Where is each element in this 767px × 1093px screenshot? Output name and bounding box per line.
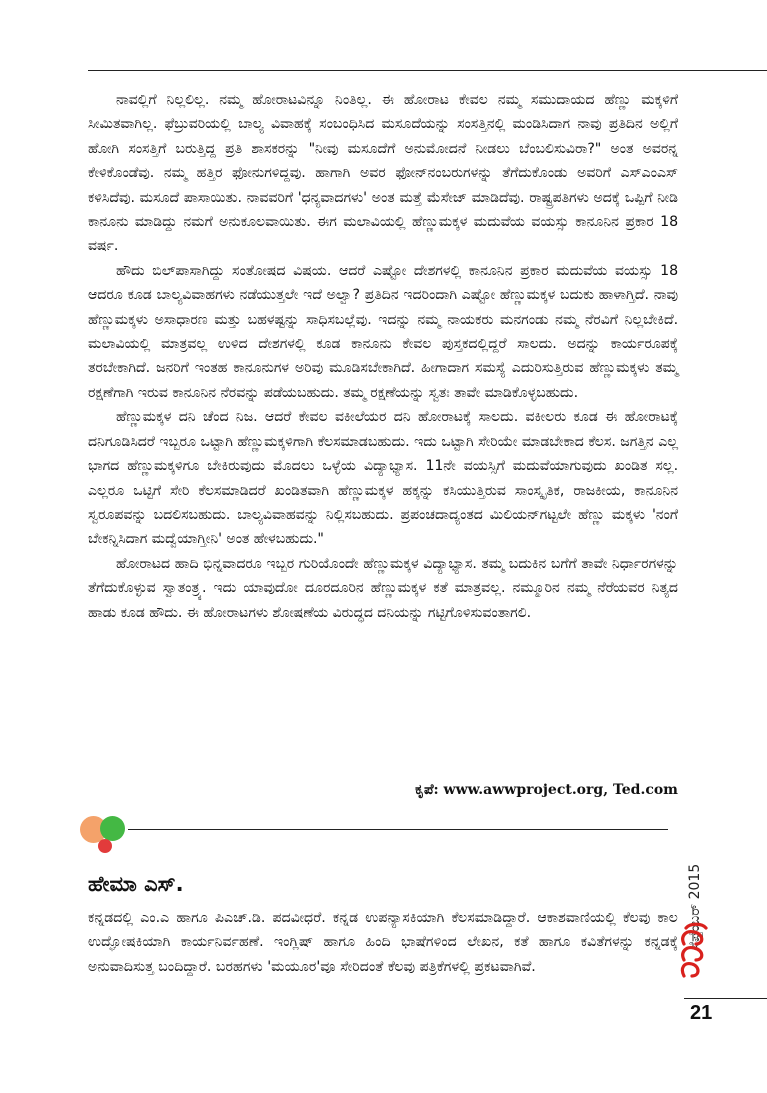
author-name: ಹೇಮಾ ಎಸ್. [88, 872, 184, 896]
article-paragraph: ಹೋರಾಟದ ಹಾದಿ ಭಿನ್ನವಾದರೂ ಇಬ್ಬರ ಗುರಿಯೊಂದೇ ಹೆಣ್ಣುಮಕ್ಕಳ ವಿದ್ಯಾಭ್ಯಾಸ. ತಮ್ಮ ಬದುಕಿನ ಬಗೆಗೆ ತಾವೇ ನಿರ್ಧಾರಗಳನ್ನು ತೆಗೆದುಕೊಳ್ಳುವ ಸ್ವಾತಂತ್ರ್ಯ. ಇದು ಯಾವುದೋ ದೂರದೂರಿನ ಹೆಣ್ಣುಮಕ್ಕಳ ಕತೆ ಮಾತ್ರವಲ್ಲ. ನಮ್ಮೂರಿನ ನಮ್ಮ ನೆರೆಯವರ ನಿತ್ಯದ ಹಾಡು ಕೂಡ ಹೌದು. ಈ ಹೋರಾಟಗಳು ಶೋಷಣೆಯ ವಿರುದ್ಧದ ದನಿಯನ್ನು ಗಟ್ಟಿಗೊಳಿಸುವಂತಾಗಲಿ. [88, 555, 678, 621]
article-body [88, 88, 678, 625]
article-paragraph: ಹೌದು ಬಿಲ್‌ಪಾಸಾಗಿದ್ದು ಸಂತೋಷದ ವಿಷಯ. ಆದರೆ ಎಷ್ಟೋ ದೇಶಗಳಲ್ಲಿ ಕಾನೂನಿನ ಪ್ರಕಾರ ಮದುವೆಯ ವಯಸ್ಸು 18 ಆದರೂ ಕೂಡ ಬಾಲ್ಯವಿವಾಹಗಳು ನಡೆಯುತ್ತಲೇ ಇದೆ ಅಲ್ವಾ? ಪ್ರತಿದಿನ ಇದರಿಂದಾಗಿ ಎಷ್ಟೋ ಹೆಣ್ಣುಮಕ್ಕಳ ಬದುಕು ಹಾಳಾಗ್ತಿದೆ. ನಾವು ಹೆಣ್ಣುಮಕ್ಕಳು ಅಸಾಧಾರಣ ಮತ್ತು ಬಹಳಷ್ಟನ್ನು ಸಾಧಿಸಬಲ್ಲೆವು. ಇದನ್ನು ನಮ್ಮ ನಾಯಕರು ಮನಗಂಡು ನಮ್ಮ ನೆರವಿಗೆ ನಿಲ್ಲಬೇಕಿದೆ. ಮಲಾವಿಯಲ್ಲಿ ಮಾತ್ರವಲ್ಲ ಉಳಿದ ದೇಶಗಳಲ್ಲಿ ಕೂಡ ಕಾನೂನು ಕೇವಲ ಪುಸ್ತಕದಲ್ಲಿದ್ದರೆ ಸಾಲದು. ಅದನ್ನು ಕಾರ್ಯರೂಪಕ್ಕೆ ತರಬೇಕಾಗಿದೆ. ಜನರಿಗೆ ಇಂತಹ ಕಾನೂನುಗಳ ಅರಿವು ಮೂಡಿಸಬೇಕಾಗಿದೆ. ಹೀಗಾದಾಗ ಸಮಸ್ಯೆ ಎದುರಿಸುತ್ತಿರುವ ಹೆಣ್ಣುಮಕ್ಕಳು ತಮ್ಮ ರಕ್ಷಣೆಗಾಗಿ ಇರುವ ಕಾನೂನಿನ ನೆರವನ್ನು ಪಡೆಯಬಹುದು. ತಮ್ಮ ರಕ್ಷಣೆಯನ್ನು ಸ್ವತಃ ತಾವೇ ಮಾಡಿಕೊಳ್ಳಬಹುದು. [88, 262, 678, 401]
page-number-rule [684, 998, 767, 999]
source-credit: ಕೃಪೆ: www.awwproject.org, Ted.com [415, 782, 678, 798]
decorative-dots-icon [80, 812, 130, 857]
article-paragraph: ನಾವಲ್ಲಿಗೆ ನಿಲ್ಲಲಿಲ್ಲ. ನಮ್ಮ ಹೋರಾಟವಿನ್ನೂ ನಿಂತಿಲ್ಲ. ಈ ಹೋರಾಟ ಕೇವಲ ನಮ್ಮ ಸಮುದಾಯದ ಹೆಣ್ಣು ಮಕ್ಕಳಿಗೆ ಸೀಮಿತವಾಗಿಲ್ಲ. ಫೆಬ್ರುವರಿಯಲ್ಲಿ ಬಾಲ್ಯ ವಿವಾಹಕ್ಕೆ ಸಂಬಂಧಿಸಿದ ಮಸೂದೆಯನ್ನು ಸಂಸತ್ತಿನಲ್ಲಿ ಮಂಡಿಸಿದಾಗ ನಾವು ಪ್ರತಿದಿನ ಅಲ್ಲಿಗೆ ಹೋಗಿ ಸಂಸತ್ತಿಗೆ ಬರುತ್ತಿದ್ದ ಪ್ರತಿ ಶಾಸಕರನ್ನು "ನೀವು ಮಸೂದೆಗೆ ಅನುಮೋದನೆ ನೀಡಲು ಬೆಂಬಲಿಸುವಿರಾ?" ಅಂತ ಅವರನ್ನ ಕೇಳಿಕೊಂಡೆವು. ನಮ್ಮ ಹತ್ತಿರ ಫೋನುಗಳಿದ್ದವು. ಹಾಗಾಗಿ ಅವರ ಫೋನ್‌ನಂಬರುಗಳನ್ನು ತೆಗೆದುಕೊಂಡು ಅವರಿಗೆ ಎಸ್‌ಎಂಎಸ್ ಕಳಿಸಿದೆವು. ಮಸೂದೆ ಪಾಸಾಯಿತು. ನಾವವರಿಗೆ 'ಧನ್ಯವಾದಗಳು' ಅಂತ ಮತ್ತೆ ಮೆಸೇಜ್ ಮಾಡಿದೆವು. ರಾಷ್ಟ್ರಪತಿಗಳು ಅದಕ್ಕೆ ಒಪ್ಪಿಗೆ ನೀಡಿ ಕಾನೂನು ಮಾಡಿದ್ದು ನಮಗೆ ಅನುಕೂಲವಾಯಿತು. ಈಗ ಮಲಾವಿಯಲ್ಲಿ ಹೆಣ್ಣುಮಕ್ಕಳ ಮದುವೆಯ ವಯಸ್ಸು ಕಾನೂನಿನ ಪ್ರಕಾರ 18 ವರ್ಷ. [88, 92, 678, 255]
author-bio: ಕನ್ನಡದಲ್ಲಿ ಎಂ.ಎ ಹಾಗೂ ಪಿಎಚ್.ಡಿ. ಪದವೀಧರೆ. ಕನ್ನಡ ಉಪನ್ಯಾಸಕಿಯಾಗಿ ಕೆಲಸಮಾಡಿದ್ದಾರೆ. ಆಕಾಶವಾಣಿಯಲ್ಲಿ ಕೆಲವು ಕಾಲ ಉದ್ಘೋಷಕಿಯಾಗಿ ಕಾರ್ಯನಿರ್ವಹಣೆ. ಇಂಗ್ಲಿಷ್ ಹಾಗೂ ಹಿಂದಿ ಭಾಷೆಗಳಿಂದ ಲೇಖನ, ಕತೆ ಹಾಗೂ ಕವಿತೆಗಳನ್ನು ಕನ್ನಡಕ್ಕೆ ಅನುವಾದಿಸುತ್ತ ಬಂದಿದ್ದಾರೆ. ಬರಹಗಳು 'ಮಯೂರ'ವೂ ಸೇರಿದಂತೆ ಕೆಲವು ಪತ್ರಿಕೆಗಳಲ್ಲಿ ಪ್ರಕಟವಾಗಿವೆ. [88, 910, 678, 975]
mayura-logo-icon [678, 920, 714, 980]
page-number: 21 [690, 1002, 713, 1024]
red-dot-icon [98, 839, 112, 853]
issue-date: ಸೆಪ್ಟೆಂಬರ್ 2015 [687, 863, 703, 950]
section-divider [128, 829, 668, 830]
article-paragraph: ಹೆಣ್ಣುಮಕ್ಕಳ ದನಿ ಚೆಂದ ನಿಜ. ಆದರೆ ಕೇವಲ ವಕೀಲೆಯರ ದನಿ ಹೋರಾಟಕ್ಕೆ ಸಾಲದು. ವಕೀಲರು ಕೂಡ ಈ ಹೋರಾಟಕ್ಕೆ ದನಿಗೂಡಿಸಿದರೆ ಇಬ್ಬರೂ ಒಟ್ಟಾಗಿ ಹೆಣ್ಣುಮಕ್ಕಳಿಗಾಗಿ ಕೆಲಸಮಾಡಬಹುದು. ಇದು ಒಟ್ಟಾಗಿ ಸೇರಿಯೇ ಮಾಡಬೇಕಾದ ಕೆಲಸ. ಜಗತ್ತಿನ ಎಲ್ಲ ಭಾಗದ ಹೆಣ್ಣುಮಕ್ಕಳಿಗೂ ಬೇಕಿರುವುದು ಮೊದಲು ಒಳ್ಳೆಯ ವಿದ್ಯಾಭ್ಯಾಸ. 11ನೇ ವಯಸ್ಸಿಗೆ ಮದುವೆಯಾಗುವುದು ಖಂಡಿತ ಸಲ್ಲ. ಎಲ್ಲರೂ ಒಟ್ಟಿಗೆ ಸೇರಿ ಕೆಲಸಮಾಡಿದರೆ ಖಂಡಿತವಾಗಿ ಹೆಣ್ಣುಮಕ್ಕಳ ಹಕ್ಕನ್ನು ಕಸಿಯುತ್ತಿರುವ ಸಾಂಸ್ಕೃತಿಕ, ರಾಜಕೀಯ, ಕಾನೂನಿನ ಸ್ವರೂಪವನ್ನು ಬದಲಿಸಬಹುದು. ಬಾಲ್ಯವಿವಾಹವನ್ನು ನಿಲ್ಲಿಸಬಹುದು. ಪ್ರಪಂಚದಾದ್ಯಂತದ ಮಿಲಿಯನ್‌ಗಟ್ಟಲೇ ಹೆಣ್ಣು ಮಕ್ಕಳು 'ನಂಗೆ ಬೇಕನ್ನಿಸಿದಾಗ ಮದ್ವೆಯಾಗ್ತೀನಿ' ಅಂತ ಹೇಳಬಹುದು." [88, 409, 678, 548]
top-rule [88, 70, 767, 71]
green-dot-icon [100, 816, 125, 841]
